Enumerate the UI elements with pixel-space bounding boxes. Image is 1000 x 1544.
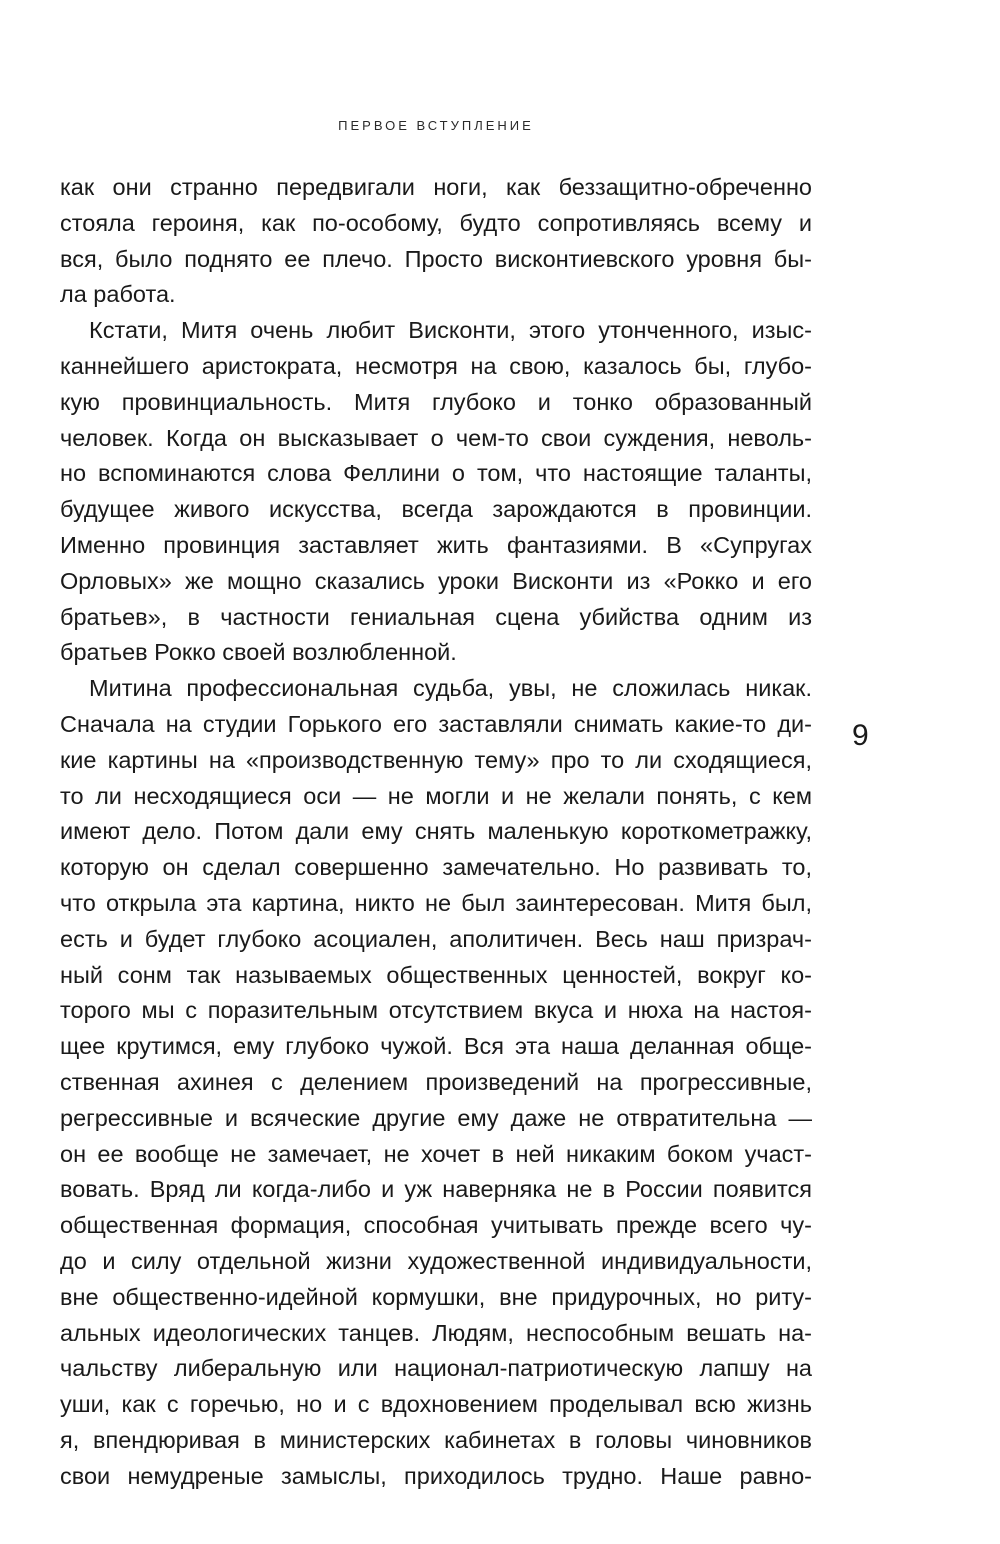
page-number: 9 xyxy=(852,719,869,752)
text-line: ла работа. xyxy=(60,281,176,308)
text-line: братьев Рокко своей возлюбленной. xyxy=(60,639,457,666)
text-line: альных идеологических танцев. Людям, неспособным вешать на- xyxy=(60,1319,812,1346)
text-line: до и силу отдельной жизни художественной индивидуальности, xyxy=(60,1247,812,1274)
running-head: ПЕРВОЕ ВСТУПЛЕНИЕ xyxy=(338,118,534,133)
text-line: вся, было поднято ее плечо. Просто висконтиевского уровня бы- xyxy=(60,245,812,272)
text-line: уши, как с горечью, но и с вдохновением проделывал всю жизнь xyxy=(60,1391,812,1418)
text-line: кие картины на «производственную тему» про то ли сходящиеся, xyxy=(60,746,812,773)
text-line: стояла героиня, как по-особому, будто сопротивляясь всему и xyxy=(60,209,812,236)
text-line: кую провинциальность. Митя глубоко и тонко образованный xyxy=(60,388,812,415)
text-line: я, впендюривая в министерских кабинетах в головы чиновников xyxy=(60,1426,812,1453)
text-line: имеют дело. Потом дали ему снять маленькую короткометражку, xyxy=(60,818,812,845)
text-line: Орловых» же мощно сказались уроки Висконти из «Рокко и его xyxy=(60,567,812,594)
text-line: будущее живого искусства, всегда зарождаются в провинции. xyxy=(60,496,812,523)
text-line: Кстати, Митя очень любит Висконти, этого утонченного, изыс- xyxy=(89,317,812,344)
text-line: которую он сделал совершенно замечательно. Но развивать то, xyxy=(60,854,812,881)
text-line: Именно провинция заставляет жить фантазиями. В «Супругах xyxy=(60,531,812,558)
text-line: ный сонм так называемых общественных ценностей, вокруг ко- xyxy=(60,961,812,988)
text-line: щее крутимся, ему глубоко чужой. Вся эта наша деланная обще- xyxy=(60,1033,812,1060)
text-line: вовать. Вряд ли когда-либо и уж наверняка не в России появится xyxy=(60,1176,812,1203)
text-line: что открыла эта картина, никто не был заинтересован. Митя был, xyxy=(60,889,812,916)
text-line: регрессивные и всяческие другие ему даже не отвратительна — xyxy=(60,1104,812,1131)
text-line: вне общественно-идейной кормушки, вне придурочных, но риту- xyxy=(60,1283,812,1310)
text-line: есть и будет глубоко асоциален, аполитичен. Весь наш призрач- xyxy=(60,925,812,952)
text-line: то ли несходящиеся оси — не могли и не желали понять, с кем xyxy=(60,782,812,809)
text-line: он ее вообще не замечает, не хочет в ней никаким боком участ- xyxy=(60,1140,812,1167)
body-text xyxy=(60,170,812,1494)
text-line: но вспоминаются слова Феллини о том, что настоящие таланты, xyxy=(60,460,812,487)
text-line: общественная формация, способная учитывать прежде всего чу- xyxy=(60,1212,812,1239)
text-line: свои немудреные замыслы, приходилось трудно. Наше равно- xyxy=(60,1462,812,1489)
text-line: братьев», в частности гениальная сцена убийства одним из xyxy=(60,603,812,630)
text-line: Митина профессиональная судьба, увы, не сложилась никак. xyxy=(89,675,812,702)
text-line: человек. Когда он высказывает о чем-то свои суждения, неволь- xyxy=(60,424,812,451)
text-line: Сначала на студии Горького его заставляли снимать какие-то ди- xyxy=(60,710,812,737)
text-line: торого мы с поразительным отсутствием вкуса и нюха на настоя- xyxy=(60,997,812,1024)
text-line: чальству либеральную или национал-патриотическую лапшу на xyxy=(60,1355,812,1382)
text-line: ственная ахинея с делением произведений на прогрессивные, xyxy=(60,1068,812,1095)
text-line: каннейшего аристократа, несмотря на свою, казалось бы, глубо- xyxy=(60,352,812,379)
text-line: как они странно передвигали ноги, как беззащитно-обреченно xyxy=(60,174,812,200)
